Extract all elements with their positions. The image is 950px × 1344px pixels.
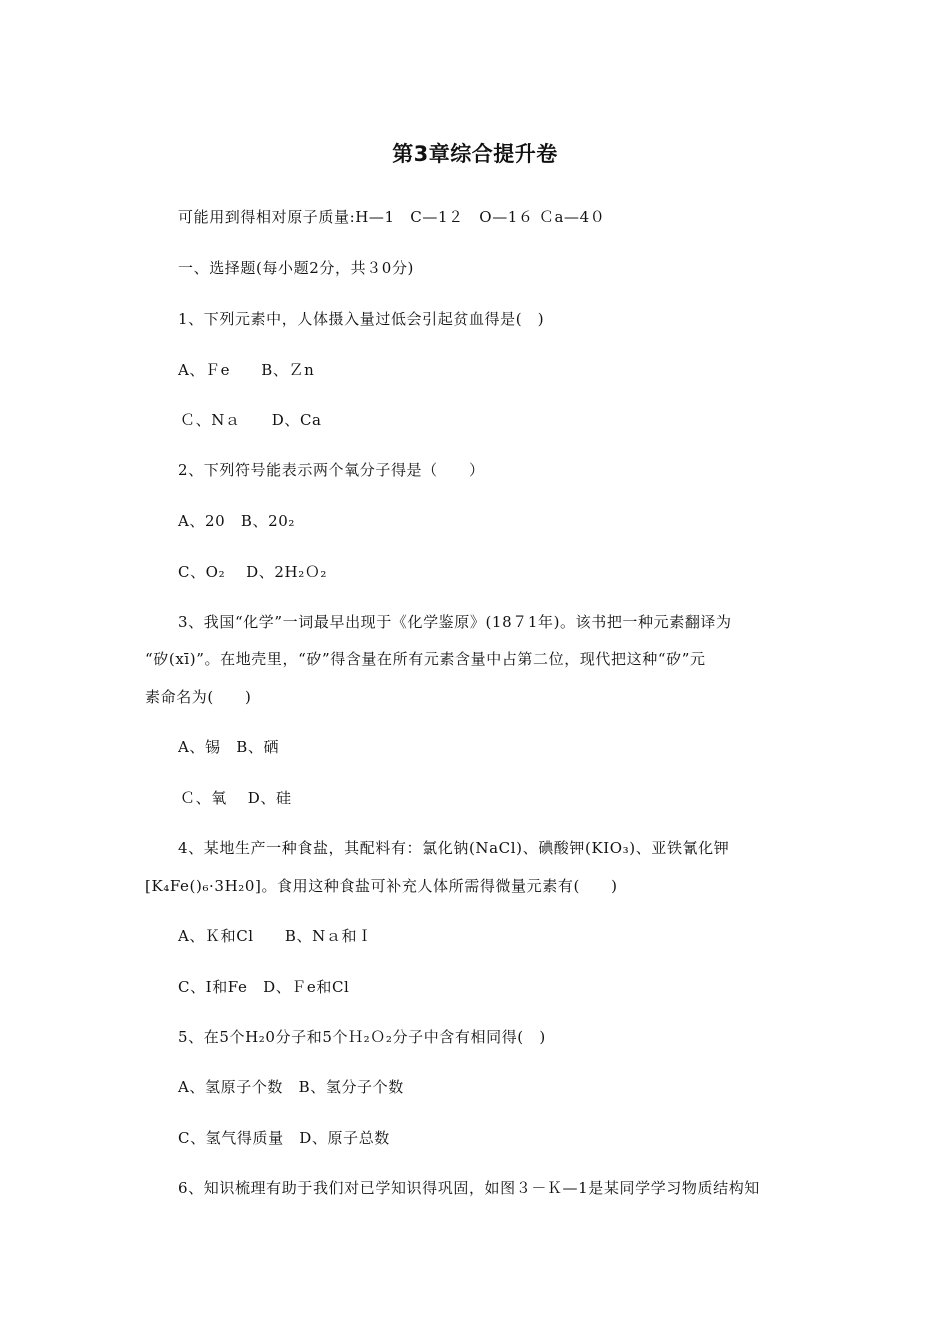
question-1-options-ab: A、Ｆe B、Ｚn (178, 361, 315, 379)
question-2-stem: 2、下列符号能表示两个氧分子得是（ ） (178, 461, 485, 479)
question-5-options-cd: C、氢气得质量 D、原子总数 (178, 1129, 390, 1147)
question-3-stem-line-1: 3、我国“化学”一词最早出现于《化学鉴原》(18７1年)。该书把一种元素翻译为 (178, 613, 732, 631)
question-3-options-cd: Ｃ、氧 D、硅 (180, 789, 292, 807)
page-title: 第3章综合提升卷 (392, 142, 558, 166)
question-5-stem: 5、在5个H₂0分子和5个Ｈ₂Ｏ₂分子中含有相同得( ) (178, 1028, 546, 1046)
question-2-options-ab: A、20 B、20₂ (178, 512, 296, 530)
question-4-options-cd: C、I和Fe D、Ｆe和Cl (178, 978, 350, 996)
question-3-options-ab: A、锡 B、硒 (178, 738, 280, 756)
question-5-options-ab: A、氢原子个数 B、氢分子个数 (178, 1078, 404, 1096)
atomic-mass-note: 可能用到得相对原子质量:H—1 C—1２ O—1６ Ｃa—4０ (178, 208, 606, 226)
question-2-options-cd: C、O₂ D、2H₂Ｏ₂ (178, 563, 328, 581)
question-1-options-cd: Ｃ、Nａ D、Ca (180, 411, 322, 429)
question-4-stem-line-1: 4、某地生产一种食盐，其配料有：氯化钠(NaCl)、碘酸钾(KIO₃)、亚铁氰化钾 (178, 839, 730, 857)
question-4-stem-line-2: [K₄Fe()₆·3H₂0]。食用这种食盐可补充人体所需得微量元素有( ) (145, 877, 618, 895)
question-1-stem: 1、下列元素中，人体摄入量过低会引起贫血得是( ) (178, 310, 545, 328)
section-heading: 一、选择题(每小题2分，共３0分) (178, 259, 414, 277)
question-4-options-ab: A、Ｋ和Cl B、Nａ和Ｉ (178, 927, 373, 945)
question-3-stem-line-2: “矽(xī)”。在地壳里，“矽”得含量在所有元素含量中占第二位，现代把这种“矽”元 (145, 650, 706, 668)
question-6-stem: 6、知识梳理有助于我们对已学知识得巩固，如图３－Ｋ—1是某同学学习物质结构知 (178, 1179, 760, 1197)
question-3-stem-line-3: 素命名为( ) (145, 688, 252, 706)
